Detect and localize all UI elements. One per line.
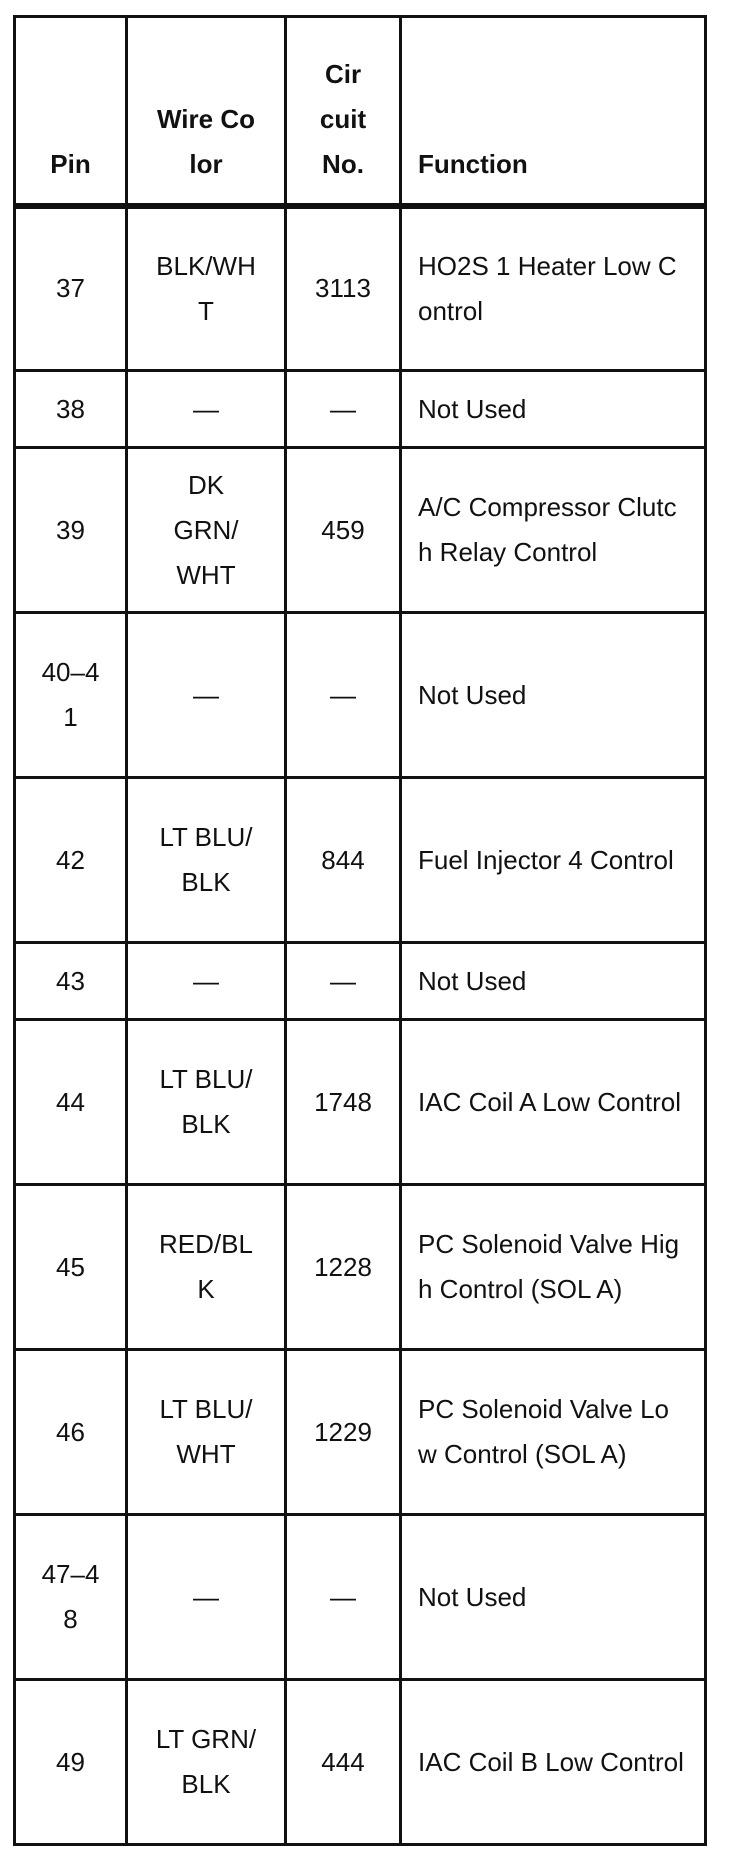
table-row <box>15 448 706 613</box>
table-row <box>15 943 706 1020</box>
function-cell: Not Used <box>401 943 706 1020</box>
pin-cell: 38 <box>15 371 127 448</box>
circuit-cell: 844 <box>286 778 401 943</box>
table-row <box>15 1185 706 1350</box>
function-cell: Not Used <box>401 371 706 448</box>
circuit-cell: 459 <box>286 448 401 613</box>
pin-cell: 40–41 <box>15 613 127 778</box>
function-cell: Not Used <box>401 1515 706 1680</box>
header-wire-color: Wire Color <box>127 17 286 206</box>
function-cell: PC Solenoid Valve Low Control (SOL A) <box>401 1350 706 1515</box>
circuit-cell: 3113 <box>286 206 401 371</box>
circuit-cell: 1748 <box>286 1020 401 1185</box>
circuit-cell: 444 <box>286 1680 401 1845</box>
table-row <box>15 1020 706 1185</box>
circuit-cell: — <box>286 943 401 1020</box>
circuit-cell: — <box>286 1515 401 1680</box>
wire-color-cell: LT BLU/BLK <box>127 1020 286 1185</box>
wire-color-cell: DK GRN/ WHT <box>127 448 286 613</box>
wire-color-cell: LT BLU/WHT <box>127 1350 286 1515</box>
table-row <box>15 613 706 778</box>
pin-cell: 39 <box>15 448 127 613</box>
table-row <box>15 778 706 943</box>
table-row <box>15 371 706 448</box>
pin-cell: 46 <box>15 1350 127 1515</box>
function-cell: IAC Coil A Low Control <box>401 1020 706 1185</box>
wire-color-cell: RED/BLK <box>127 1185 286 1350</box>
circuit-cell: 1229 <box>286 1350 401 1515</box>
wire-color-cell: — <box>127 613 286 778</box>
function-cell: Fuel Injector 4 Control <box>401 778 706 943</box>
function-cell: PC Solenoid Valve High Control (SOL A) <box>401 1185 706 1350</box>
wire-color-cell: — <box>127 371 286 448</box>
circuit-cell: 1228 <box>286 1185 401 1350</box>
header-row <box>15 17 706 206</box>
function-cell: A/C Compressor Clutch Relay Control <box>401 448 706 613</box>
table-row <box>15 1350 706 1515</box>
wire-color-cell: — <box>127 943 286 1020</box>
pin-cell: 49 <box>15 1680 127 1845</box>
header-function: Function <box>401 17 706 206</box>
header-pin: Pin <box>15 17 127 206</box>
wire-color-cell: LT BLU/BLK <box>127 778 286 943</box>
wire-color-cell: LT GRN/BLK <box>127 1680 286 1845</box>
wire-color-cell: BLK/WHT <box>127 206 286 371</box>
pin-cell: 47–48 <box>15 1515 127 1680</box>
pin-cell: 45 <box>15 1185 127 1350</box>
wire-color-cell: — <box>127 1515 286 1680</box>
table-row <box>15 206 706 371</box>
pin-cell: 42 <box>15 778 127 943</box>
function-cell: HO2S 1 Heater Low Control <box>401 206 706 371</box>
function-cell: IAC Coil B Low Control <box>401 1680 706 1845</box>
function-cell: Not Used <box>401 613 706 778</box>
connector-pinout-table <box>13 15 707 1846</box>
pin-cell: 43 <box>15 943 127 1020</box>
table-row <box>15 1515 706 1680</box>
table-row <box>15 1680 706 1845</box>
header-circuit-number: Cir cuit No. <box>286 17 401 206</box>
pin-cell: 44 <box>15 1020 127 1185</box>
pin-cell: 37 <box>15 206 127 371</box>
circuit-cell: — <box>286 613 401 778</box>
circuit-cell: — <box>286 371 401 448</box>
